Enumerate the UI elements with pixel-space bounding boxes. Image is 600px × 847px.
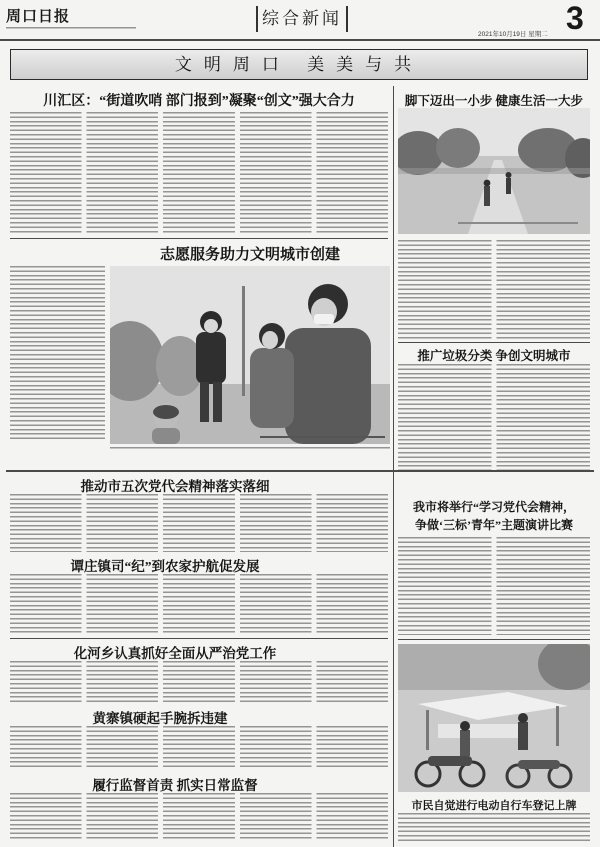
headline-congress: 推动市五次党代会精神落实落细 bbox=[80, 479, 270, 494]
feature-banner: 文明周口 美美与共 bbox=[10, 49, 588, 80]
section-rule bbox=[10, 238, 388, 239]
section-rule bbox=[398, 342, 590, 343]
article-body-supervision bbox=[10, 793, 388, 841]
headline-ebike: 市民自觉进行电动自行车登记上牌 bbox=[411, 800, 577, 812]
headline-tanzhuang: 谭庄镇司“纪”到农家护航促发展 bbox=[70, 559, 260, 574]
article-body-volunteer bbox=[10, 266, 105, 442]
section-rule bbox=[6, 470, 594, 472]
headline-huahe: 化河乡认真抓好全面从严治党工作 bbox=[73, 646, 277, 661]
headline-huangzhai: 黄寨镇硬起手腕拆违建 bbox=[92, 711, 228, 726]
headline-fitness: 脚下迈出一小步 健康生活一大步 bbox=[404, 94, 584, 108]
article-body-speech bbox=[398, 537, 590, 635]
column-divider bbox=[393, 86, 394, 847]
issue-date: 2021年10月19日 星期二 bbox=[478, 31, 548, 38]
headline-volunteer: 志愿服务助力文明城市创建 bbox=[159, 247, 340, 263]
masthead-rule bbox=[0, 39, 600, 41]
section-rule bbox=[398, 639, 590, 640]
headline-speech-line1: 我市将举行“学习党代会精神， bbox=[412, 500, 575, 514]
photo-caption-ebike bbox=[398, 813, 590, 841]
headline-chuanhui: 川汇区：“街道吹哨 部门报到”凝聚“创文”强大合力 bbox=[43, 94, 355, 109]
fitness-trail-photo bbox=[398, 108, 590, 234]
volunteer-photo bbox=[110, 266, 390, 444]
headline-garbage: 推广垃圾分类 争创文明城市 bbox=[417, 349, 571, 363]
ebike-registration-photo bbox=[398, 644, 590, 792]
article-body-tanzhuang bbox=[10, 574, 388, 634]
newspaper-logo: 周口日报 bbox=[6, 7, 71, 25]
article-body-congress bbox=[10, 494, 388, 552]
article-body-fitness bbox=[398, 240, 590, 340]
headline-supervision: 履行监督首责 抓实日常监督 bbox=[92, 778, 258, 793]
volunteer-photo-caption bbox=[110, 447, 390, 450]
section-title: 综合新闻 bbox=[256, 6, 348, 32]
headline-speech-line2: 争做‘三标’青年”主题演讲比赛 bbox=[415, 518, 573, 532]
article-body-chuanhui bbox=[10, 112, 388, 234]
article-body-huahe bbox=[10, 661, 388, 703]
article-body-garbage bbox=[398, 364, 590, 472]
masthead-editor-line bbox=[6, 27, 136, 30]
article-body-huangzhai bbox=[10, 726, 388, 770]
section-rule bbox=[10, 638, 388, 639]
page-number: 3 bbox=[566, 0, 584, 36]
